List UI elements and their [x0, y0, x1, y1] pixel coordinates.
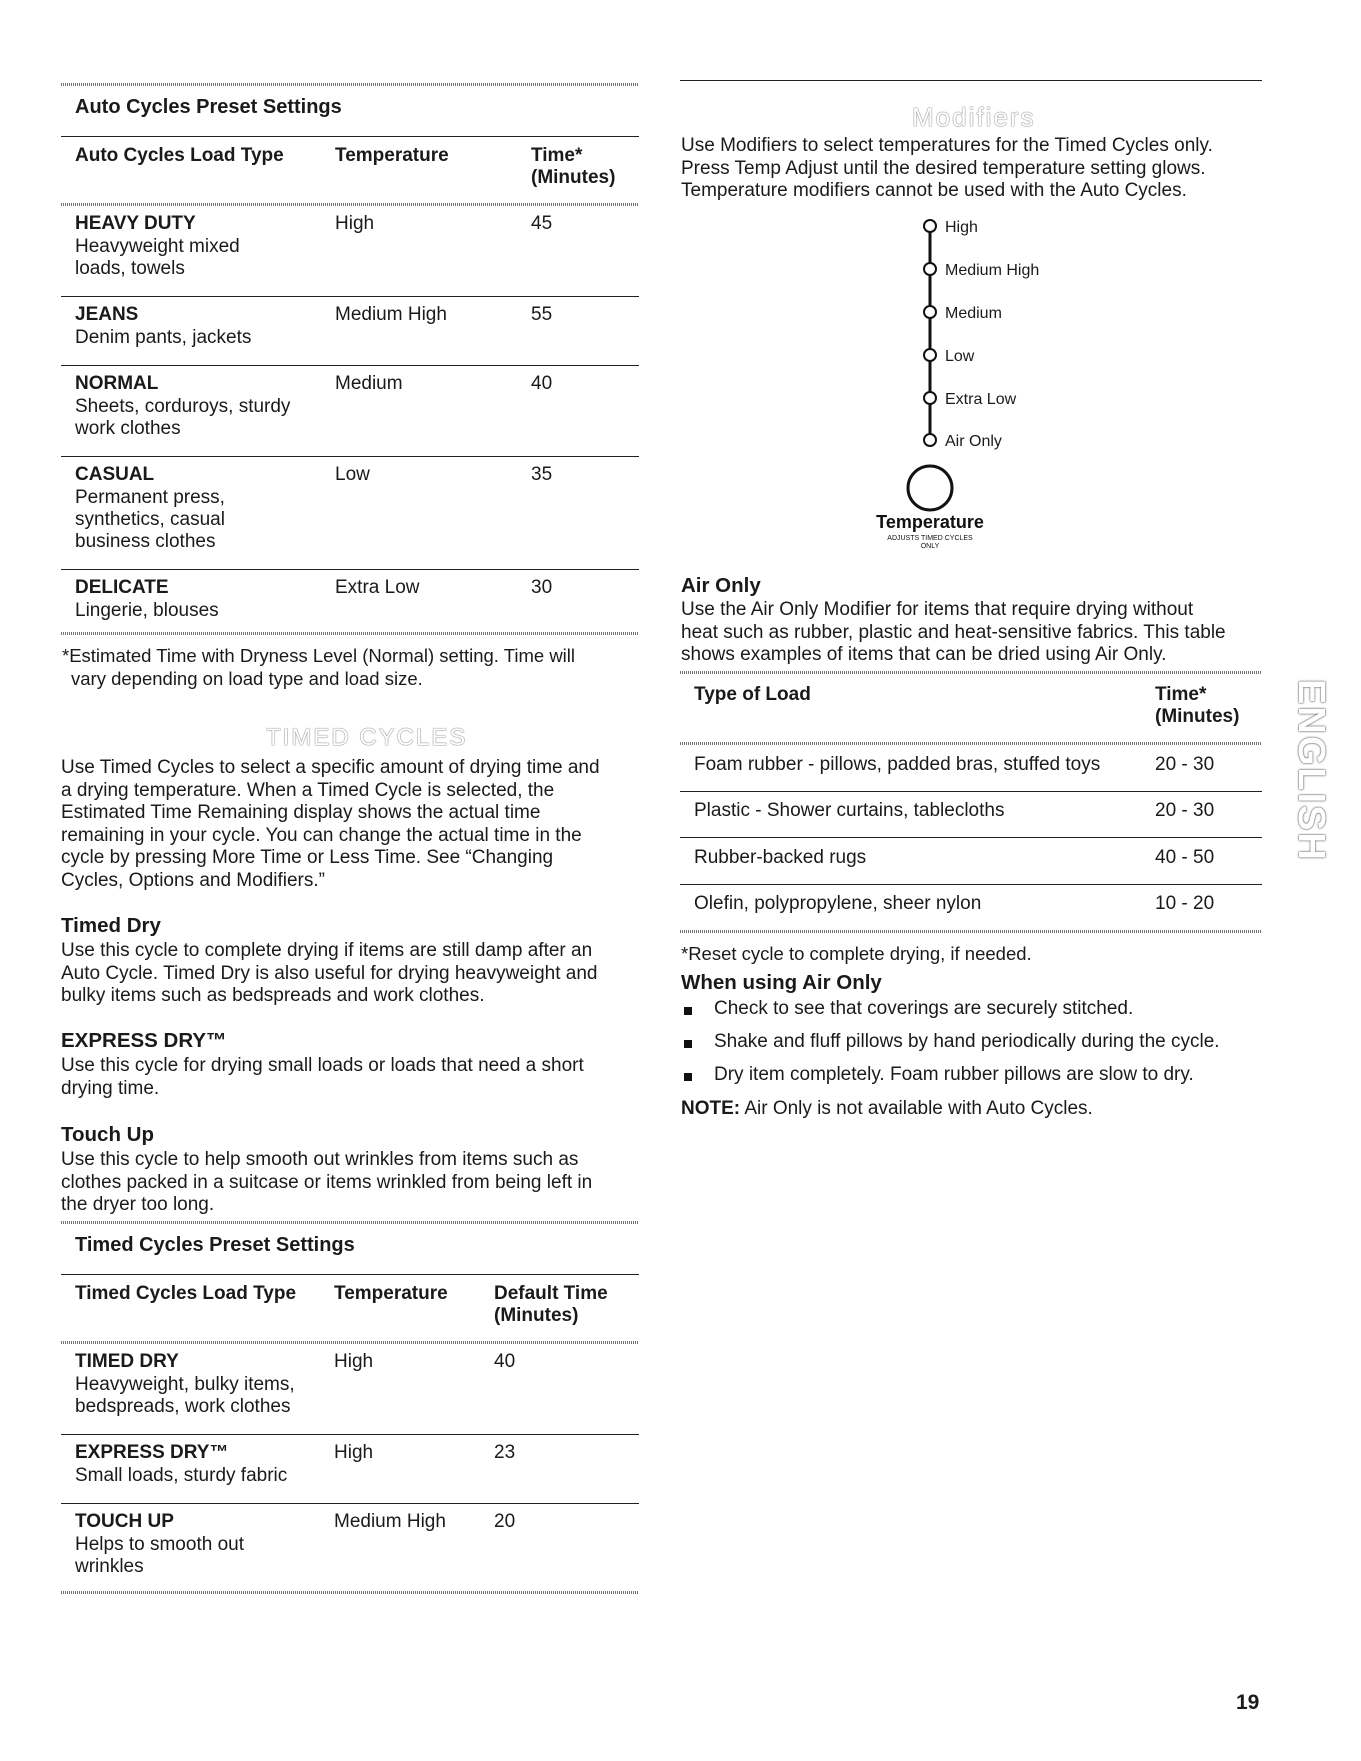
paragraph-line: Auto Cycle. Timed Dry is also useful for drying heavyweight and: [61, 962, 598, 984]
time-value: 40: [531, 373, 553, 394]
indicator-light-icon: [924, 306, 936, 318]
load-type-desc: Lingerie, blouses: [75, 600, 219, 621]
page-number: 19: [1236, 1691, 1260, 1714]
load-type-desc: Helps to smooth out: [75, 1534, 244, 1555]
temperature-value: Medium High: [335, 304, 447, 325]
dial-level-medium: [924, 305, 1002, 322]
auto-table-title: Auto Cycles Preset Settings: [75, 96, 342, 118]
temperature-value: Medium: [335, 373, 403, 394]
table-top-rule: [61, 83, 639, 86]
indicator-light-icon: [924, 392, 936, 404]
table-bottom-rule: [61, 632, 639, 635]
paragraph-line: heat such as rubber, plastic and heat-sensitive fabrics. This table: [681, 621, 1226, 643]
auto-header-temperature: Temperature: [335, 145, 449, 166]
load-type: Olefin, polypropylene, sheer nylon: [694, 893, 982, 914]
temperature-dial-diagram: [876, 208, 1060, 550]
load-type: Foam rubber - pillows, padded bras, stuffed toys: [694, 754, 1101, 775]
time-value: 45: [531, 213, 553, 234]
temperature-value: High: [334, 1442, 374, 1463]
load-type-desc: Sheets, corduroys, sturdy: [75, 396, 291, 417]
load-type-desc: Small loads, sturdy fabric: [75, 1465, 288, 1486]
time-value: 30: [531, 577, 553, 598]
list-item: [681, 1031, 1261, 1055]
footnote: *Estimated Time with Dryness Level (Normal) setting. Time will: [62, 645, 576, 666]
auto-header-minutes: (Minutes): [531, 167, 616, 188]
express-dry-text: [61, 1055, 584, 1100]
bullet-icon: [684, 1040, 692, 1048]
table-top-rule: [61, 1221, 639, 1224]
list-item-text: Dry item completely. Foam rubber pillows are slow to dry.: [714, 1064, 1194, 1085]
note-label: NOTE:: [681, 1098, 741, 1119]
auto-header-time: Time*: [531, 145, 583, 166]
section-heading-timed-cycles: TIMED CYCLES: [266, 724, 468, 751]
time-value: 23: [494, 1442, 516, 1463]
table-bottom-rule: [680, 930, 1262, 933]
load-type-desc: Denim pants, jackets: [75, 327, 252, 348]
air-only-text: [681, 599, 1226, 667]
subheading-express-dry: EXPRESS DRY™: [61, 1029, 227, 1052]
header-rule: [61, 1341, 639, 1344]
indicator-light-icon: [924, 263, 936, 275]
dial-level-high: [924, 219, 978, 236]
load-type-name: HEAVY DUTY: [75, 213, 196, 234]
load-type-desc: Heavyweight mixed: [75, 236, 240, 257]
language-side-tab: [1290, 650, 1330, 890]
modifiers-intro: [681, 135, 1213, 203]
indicator-light-icon: [924, 220, 936, 232]
paragraph-line: Use this cycle to help smooth out wrinkles from items such as: [61, 1149, 579, 1170]
bullet-icon: [684, 1073, 692, 1081]
paragraph-line: shows examples of items that can be dried using Air Only.: [681, 644, 1167, 666]
paragraph-line: drying time.: [61, 1077, 160, 1099]
subheading-timed-dry: Timed Dry: [61, 914, 161, 937]
dial-level-label: Medium High: [945, 262, 1040, 279]
divider: [61, 1274, 639, 1275]
list-item-text: Shake and fluff pillows by hand periodically during the cycle.: [714, 1031, 1220, 1052]
load-type-desc: work clothes: [75, 418, 181, 439]
load-type-name: NORMAL: [75, 373, 159, 394]
timed-table-title: Timed Cycles Preset Settings: [75, 1234, 355, 1256]
header-rule: [61, 203, 639, 206]
paragraph-line: Cycles, Options and Modifiers.”: [61, 869, 325, 891]
footnote: vary depending on load type and load size.: [71, 668, 423, 689]
row-divider: [680, 791, 1262, 792]
load-type-desc: business clothes: [75, 531, 216, 552]
dial-level-label: High: [945, 219, 978, 236]
time-range: 40 - 50: [1155, 847, 1215, 868]
load-type-name: CASUAL: [75, 464, 155, 485]
timed-header-temperature: Temperature: [334, 1283, 448, 1304]
time-value: 55: [531, 304, 553, 325]
subheading-touch-up: Touch Up: [61, 1123, 154, 1146]
row-divider: [680, 837, 1262, 838]
time-value: 35: [531, 464, 553, 485]
temperature-value: High: [335, 213, 375, 234]
temperature-button-icon: [908, 466, 952, 510]
paragraph-line: remaining in your cycle. You can change the actual time in the: [61, 824, 582, 846]
indicator-light-icon: [924, 434, 936, 446]
load-type-desc: Permanent press,: [75, 487, 225, 508]
row-divider: [61, 456, 639, 457]
auto-header-load-type: Auto Cycles Load Type: [75, 145, 284, 166]
load-type-desc: wrinkles: [75, 1556, 144, 1577]
subheading-air-only: Air Only: [681, 574, 761, 597]
paragraph-line: bulky items such as bedspreads and work clothes.: [61, 985, 485, 1007]
load-type-name: TOUCH UP: [75, 1511, 174, 1532]
indicator-light-icon: [924, 349, 936, 361]
time-range: 20 - 30: [1155, 754, 1215, 775]
temperature-value: High: [334, 1351, 374, 1372]
dial-subtitle: ONLY: [920, 543, 940, 550]
load-type: Plastic - Shower curtains, tablecloths: [694, 800, 1005, 821]
note-text: Air Only is not available with Auto Cycles.: [740, 1098, 1093, 1119]
dial-level-extra-low: [924, 391, 1017, 408]
temperature-value: Medium High: [334, 1511, 446, 1532]
paragraph-line: Use this cycle to complete drying if items are still damp after an: [61, 940, 593, 961]
subheading-when-using-air-only: When using Air Only: [681, 971, 882, 994]
time-value: 40: [494, 1351, 516, 1372]
paragraph-line: Use Modifiers to select temperatures for the Timed Cycles only.: [681, 135, 1213, 156]
dial-level-low: [924, 348, 975, 365]
dial-title: Temperature: [876, 512, 984, 532]
row-divider: [680, 884, 1262, 885]
paragraph-line: a drying temperature. When a Timed Cycle is selected, the: [61, 779, 555, 801]
timed-header-default-time: Default Time: [494, 1283, 608, 1304]
load-type-name: TIMED DRY: [75, 1351, 179, 1372]
bullet-icon: [684, 1007, 692, 1015]
header-rule: [680, 742, 1262, 745]
time-range: 10 - 20: [1155, 893, 1215, 914]
load-type: Rubber-backed rugs: [694, 847, 867, 868]
load-type-name: DELICATE: [75, 577, 169, 598]
list-item-text: Check to see that coverings are securely stitched.: [714, 998, 1134, 1019]
dial-level-air-only: [924, 433, 1002, 450]
air-header-time: Time*: [1155, 684, 1207, 705]
paragraph-line: Press Temp Adjust until the desired temperature setting glows.: [681, 157, 1206, 179]
timed-header-load-type: Timed Cycles Load Type: [75, 1283, 297, 1304]
timed-dry-text: [61, 940, 597, 1008]
load-type-desc: loads, towels: [75, 258, 185, 279]
row-divider: [61, 365, 639, 366]
dial-level-medium-high: [924, 262, 1039, 279]
paragraph-line: Estimated Time Remaining display shows the actual time: [61, 802, 541, 824]
load-type-desc: Heavyweight, bulky items,: [75, 1374, 295, 1395]
timed-header-minutes: (Minutes): [494, 1305, 579, 1326]
language-label: ENGLISH: [1289, 678, 1332, 862]
load-type-desc: bedspreads, work clothes: [75, 1396, 291, 1417]
timed-cycles-intro: [61, 757, 600, 893]
divider: [680, 80, 1262, 81]
dial-level-label: Low: [945, 348, 975, 365]
paragraph-line: Use this cycle for drying small loads or loads that need a short: [61, 1055, 584, 1076]
paragraph-line: Use the Air Only Modifier for items that require drying without: [681, 599, 1194, 620]
footnote: *Reset cycle to complete drying, if needed.: [681, 943, 1032, 964]
divider: [61, 136, 639, 137]
row-divider: [61, 1434, 639, 1435]
air-header-type-of-load: Type of Load: [694, 684, 811, 705]
dial-level-label: Air Only: [945, 433, 1002, 450]
dial-level-label: Medium: [945, 305, 1002, 322]
time-range: 20 - 30: [1155, 800, 1215, 821]
time-value: 20: [494, 1511, 516, 1532]
dial-subtitle: ADJUSTS TIMED CYCLES: [887, 535, 973, 542]
row-divider: [61, 296, 639, 297]
table-top-rule: [680, 671, 1262, 674]
temperature-value: Low: [335, 464, 370, 485]
load-type-name: EXPRESS DRY™: [75, 1442, 229, 1463]
list-item: [681, 1064, 1261, 1088]
row-divider: [61, 569, 639, 570]
paragraph-line: cycle by pressing More Time or Less Time. See “Changing: [61, 847, 554, 869]
temperature-value: Extra Low: [335, 577, 420, 598]
paragraph-line: Temperature modifiers cannot be used with the Auto Cycles.: [681, 180, 1187, 202]
paragraph-line: Use Timed Cycles to select a specific amount of drying time and: [61, 757, 600, 778]
dial-level-label: Extra Low: [945, 391, 1017, 408]
row-divider: [61, 1503, 639, 1504]
air-header-minutes: (Minutes): [1155, 706, 1240, 727]
table-bottom-rule: [61, 1591, 639, 1594]
section-heading-modifiers: Modifiers: [912, 102, 1036, 132]
touch-up-text: [61, 1149, 592, 1217]
note: [681, 1098, 1093, 1121]
paragraph-line: the dryer too long.: [61, 1194, 215, 1216]
load-type-name: JEANS: [75, 304, 139, 325]
list-item: [681, 998, 1261, 1022]
paragraph-line: clothes packed in a suitcase or items wrinkled from being left in: [61, 1171, 593, 1193]
load-type-desc: synthetics, casual: [75, 509, 225, 530]
